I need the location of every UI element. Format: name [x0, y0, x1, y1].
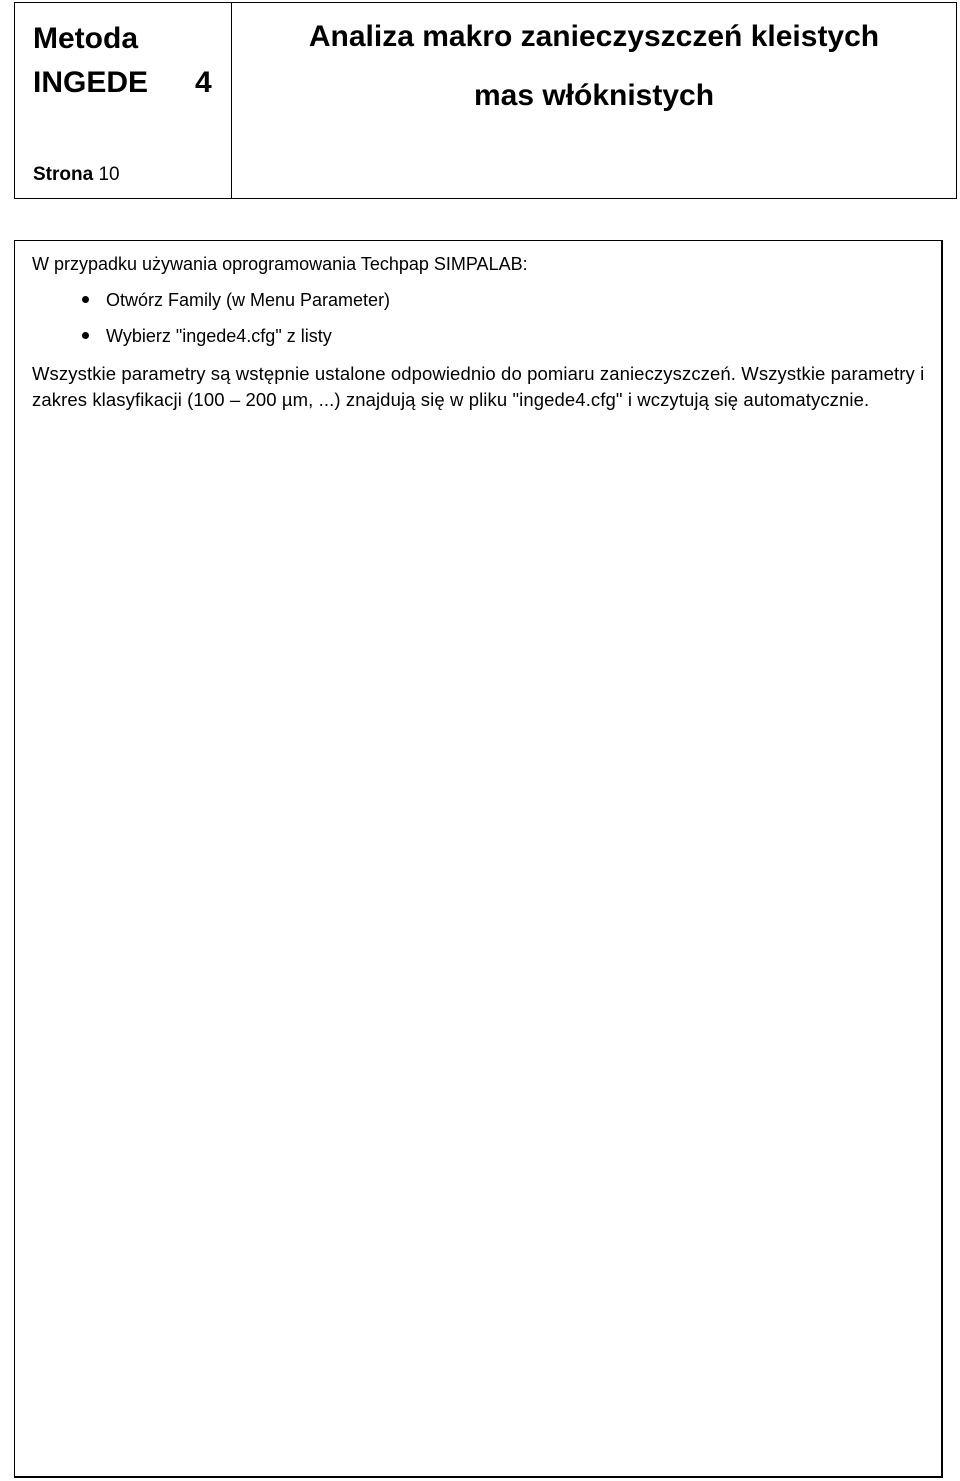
page-label: Strona: [33, 164, 94, 185]
intro-text: W przypadku używania oprogramowania Techpap SIMPALAB:: [32, 254, 528, 274]
document-header: [14, 2, 957, 199]
document-title-line-1: Analiza makro zanieczyszczeń kleistych: [308, 20, 880, 53]
page-number: 10: [98, 164, 120, 185]
bullet-icon: [82, 296, 89, 303]
document-title-line-2: mas włóknistych: [473, 79, 715, 112]
summary-paragraph: Wszystkie parametry są wstępnie ustalone odpowiednio do pomiaru zanieczyszczeń. Wszystkie parametry i zakres klasyfikacji (100 – 200 µm, ...) znajdują się w pliku "ingede4.cfg" i wczytują się automatycznie.: [32, 363, 925, 410]
title-cell: [232, 3, 956, 198]
method-cell: [15, 3, 232, 198]
method-label: Metoda: [33, 22, 138, 55]
content-box: [14, 240, 943, 1478]
step-text: Wybierz "ingede4.cfg" z listy: [106, 326, 332, 346]
page-indicator: [33, 163, 120, 187]
method-code: INGEDE: [33, 66, 149, 99]
method-number: 4: [195, 66, 212, 99]
step-text: Otwórz Family (w Menu Parameter): [106, 290, 391, 310]
bullet-icon: [82, 332, 89, 339]
